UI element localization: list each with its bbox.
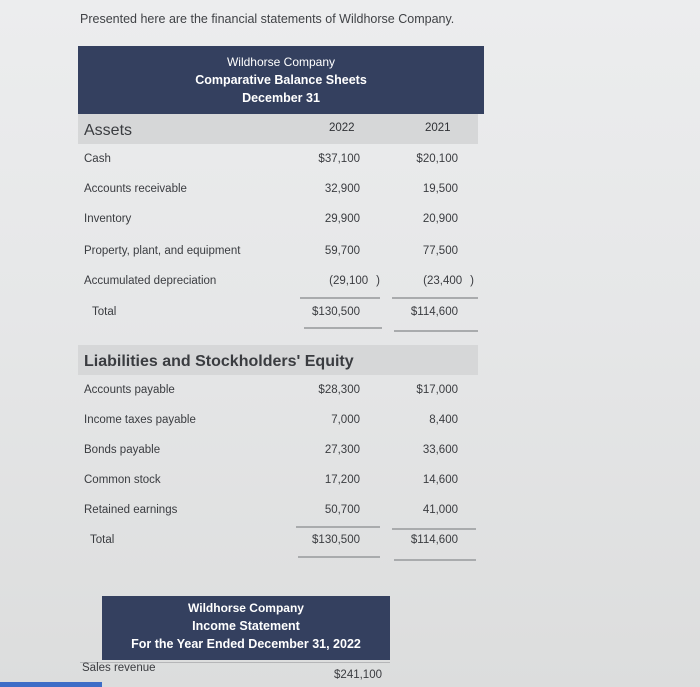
liab-row-total: [78, 526, 478, 556]
value-2022: 32,900: [324, 183, 360, 195]
value-2022: 27,300: [324, 444, 360, 456]
value-2021: $17,000: [416, 384, 458, 396]
value-2021: 41,000: [422, 504, 458, 516]
liab-row-retained-earnings: [78, 496, 478, 526]
income-title: Income Statement: [192, 619, 300, 633]
value-2022: $37,100: [318, 153, 360, 165]
value-2022: 7,000: [331, 414, 360, 426]
value-2022: $130,500: [312, 534, 360, 546]
asset-row-total: [78, 298, 478, 328]
liabilities-header: Liabilities and Stockholders' Equity: [84, 353, 354, 370]
row-label: Accounts payable: [84, 384, 175, 396]
value-2021: 77,500: [422, 245, 458, 257]
liab-row-common-stock: [78, 466, 478, 496]
value-2021: 14,600: [422, 474, 458, 486]
value-2022: [329, 275, 380, 287]
value-2022: $28,300: [318, 384, 360, 396]
close-paren: ): [376, 275, 380, 287]
row-label: Inventory: [84, 213, 132, 225]
liab-row-income-taxes: [78, 406, 478, 436]
value-2021: $114,600: [410, 306, 458, 318]
double-underline-2021: [394, 330, 478, 332]
row-label: Common stock: [84, 474, 161, 486]
row-label: Total: [92, 306, 117, 318]
value-2021: 33,600: [422, 444, 458, 456]
balance-sheet-header: [78, 46, 484, 114]
statement-date: December 31: [242, 91, 320, 105]
double-underline-liab-2022: [298, 556, 380, 558]
value-2022: 29,900: [324, 213, 360, 225]
double-underline-2022: [304, 327, 382, 329]
value-2022: 17,200: [324, 474, 360, 486]
assets-header: Assets: [84, 122, 133, 139]
sales-revenue-row: [80, 660, 390, 687]
asset-row-cash: [78, 145, 478, 175]
double-underline-liab-2021: [394, 559, 476, 561]
liab-row-bonds-payable: [78, 436, 478, 466]
liabilities-header-band: [78, 345, 478, 375]
intro-text: Presented here are the financial statements of Wildhorse Company.: [80, 12, 455, 26]
row-label: Retained earnings: [84, 504, 178, 516]
company-name: Wildhorse Company: [226, 55, 336, 69]
taskbar-edge: [0, 682, 102, 687]
row-label: Property, plant, and equipment: [84, 245, 241, 257]
value-2021: 20,900: [422, 213, 458, 225]
value-2021-number: (23,400: [423, 275, 463, 287]
row-label: Total: [90, 534, 115, 546]
row-label: Cash: [84, 153, 111, 165]
value-2021: $20,100: [416, 153, 458, 165]
close-paren: ): [470, 275, 474, 287]
asset-row-receivable: [78, 175, 478, 205]
row-label: Accounts receivable: [84, 183, 187, 195]
value-2022: 50,700: [324, 504, 360, 516]
value-2021: $114,600: [410, 534, 458, 546]
value-2022-number: (29,100: [329, 275, 369, 287]
value-2021: 8,400: [429, 414, 458, 426]
sales-revenue-label: Sales revenue: [82, 662, 156, 674]
asset-row-inventory: [78, 205, 478, 235]
value-2022: $130,500: [312, 306, 360, 318]
asset-row-accum-depreciation: [78, 267, 478, 297]
value-2022: 59,700: [324, 245, 360, 257]
liab-row-accounts-payable: [78, 376, 478, 406]
row-label: Bonds payable: [84, 444, 161, 456]
income-company-name: Wildhorse Company: [188, 601, 304, 615]
statement-title: Comparative Balance Sheets: [195, 73, 367, 87]
year-2021-header: 2021: [425, 122, 451, 134]
row-label: Income taxes payable: [84, 414, 196, 426]
value-2021: [423, 275, 474, 287]
sales-revenue-value: $241,100: [334, 669, 382, 681]
income-period: For the Year Ended December 31, 2022: [131, 637, 361, 651]
value-2021: 19,500: [422, 183, 458, 195]
row-label: Accumulated depreciation: [84, 275, 217, 287]
year-2022-header: 2022: [329, 122, 355, 134]
asset-row-ppe: [78, 237, 478, 267]
income-statement-header: [102, 596, 390, 660]
assets-header-band: [78, 114, 478, 144]
